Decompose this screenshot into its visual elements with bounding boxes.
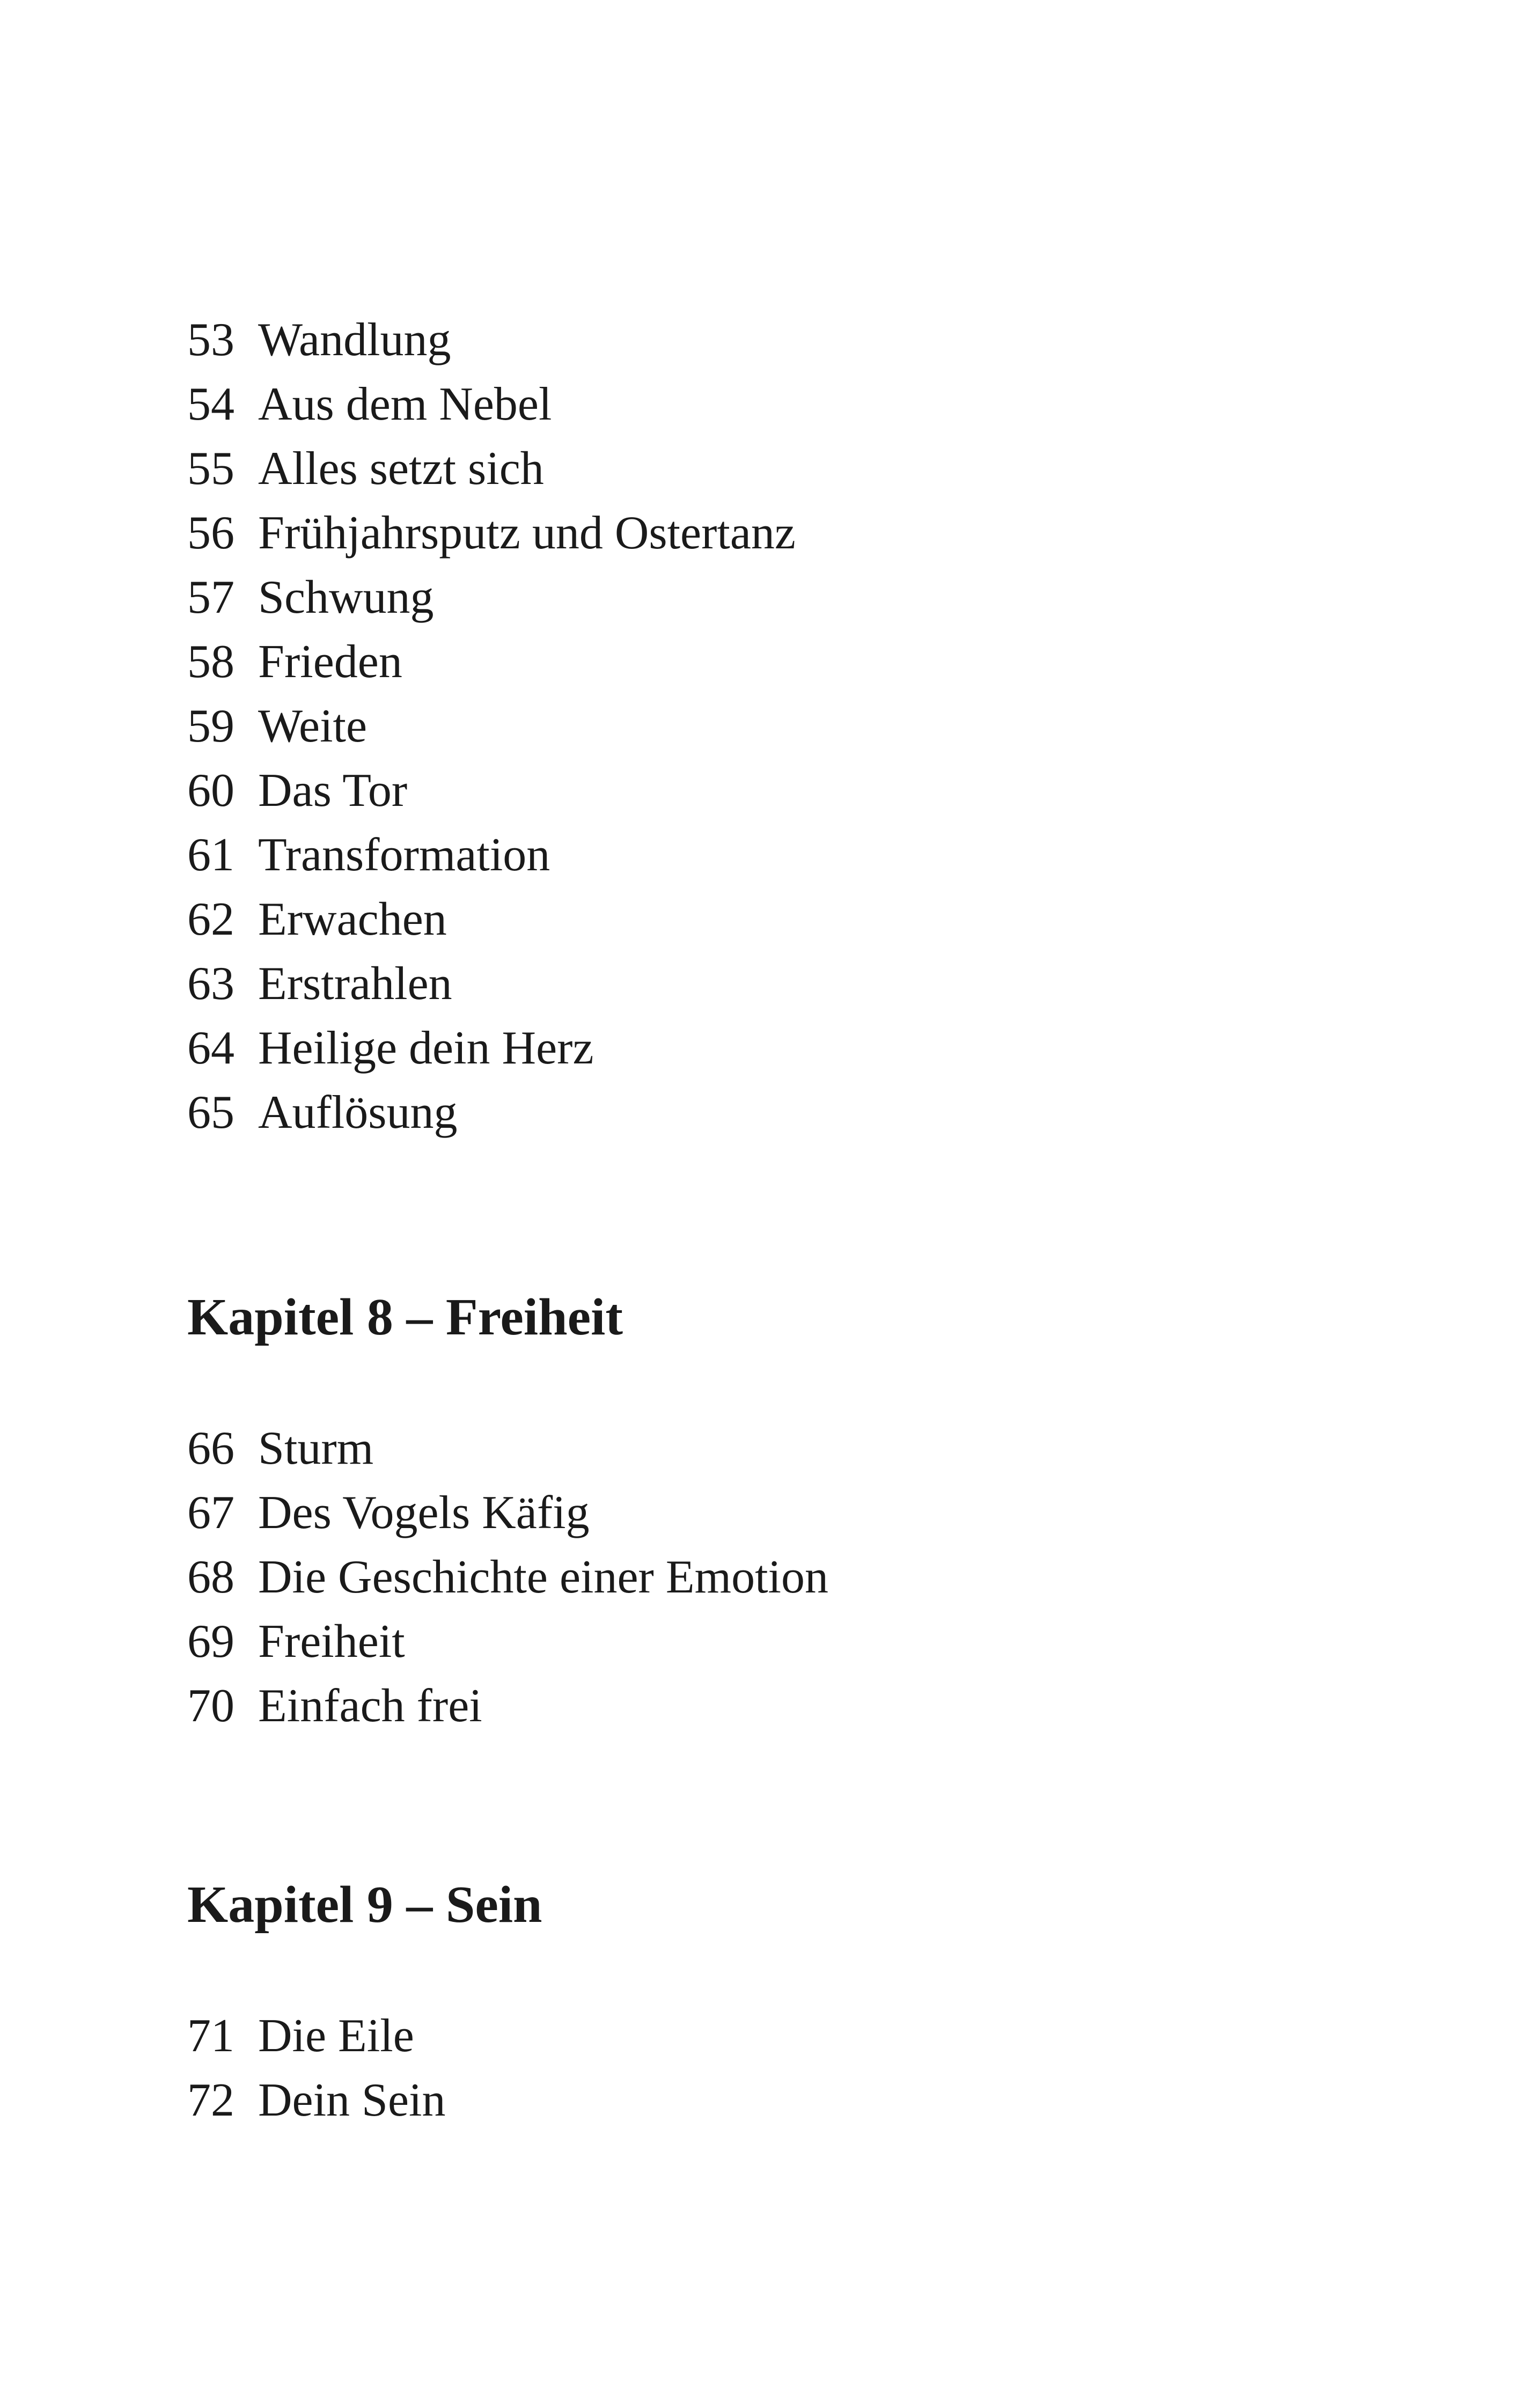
- toc-entry: [187, 1416, 373, 1481]
- entry-title: Die Eile: [258, 2010, 414, 2062]
- entry-title: Einfach frei: [258, 1680, 482, 1732]
- toc-entry: [187, 2004, 414, 2068]
- entry-number: 56: [187, 507, 234, 559]
- toc-entry: [187, 1081, 458, 1145]
- toc-entry: [187, 759, 407, 823]
- toc-entry: [187, 1481, 590, 1545]
- entry-title: Wandlung: [258, 314, 451, 366]
- entry-number: 63: [187, 958, 234, 1010]
- toc-entry: [187, 630, 402, 694]
- toc-entry: [187, 887, 447, 952]
- entry-number: 66: [187, 1422, 234, 1474]
- chapter-heading: Kapitel 9 – Sein: [187, 1876, 542, 1934]
- entry-number: 72: [187, 2074, 234, 2126]
- entry-number: 61: [187, 829, 234, 881]
- entry-title: Heilige dein Herz: [258, 1022, 594, 1074]
- toc-entry: [187, 694, 367, 759]
- toc-entry: [187, 566, 434, 630]
- entry-number: 70: [187, 1680, 234, 1732]
- chapter-heading: Kapitel 8 – Freiheit: [187, 1288, 623, 1346]
- entry-title: Frieden: [258, 636, 402, 688]
- entry-number: 53: [187, 314, 234, 366]
- entry-number: 68: [187, 1551, 234, 1603]
- toc-entry: [187, 501, 796, 566]
- toc-entry: [187, 1610, 405, 1674]
- toc-entry: [187, 437, 544, 501]
- toc-entry: [187, 372, 552, 437]
- entry-number: 62: [187, 893, 234, 945]
- entry-number: 57: [187, 571, 234, 623]
- entry-title: Erwachen: [258, 893, 447, 945]
- entry-number: 55: [187, 443, 234, 495]
- entry-title: Weite: [258, 700, 368, 752]
- entry-number: 69: [187, 1616, 234, 1668]
- toc-entry: [187, 1674, 482, 1738]
- entry-number: 54: [187, 378, 234, 430]
- entry-title: Erstrahlen: [258, 958, 452, 1010]
- toc-entry: [187, 823, 550, 887]
- entry-number: 58: [187, 636, 234, 688]
- entry-number: 64: [187, 1022, 234, 1074]
- toc-entry: [187, 1545, 828, 1610]
- entry-number: 59: [187, 700, 234, 752]
- entry-number: 71: [187, 2010, 234, 2062]
- toc-entry: [187, 2068, 446, 2133]
- entry-title: Transformation: [258, 829, 550, 881]
- entry-title: Schwung: [258, 571, 434, 623]
- entry-title: Dein Sein: [258, 2074, 446, 2126]
- entry-number: 67: [187, 1487, 234, 1539]
- entry-title: Auflösung: [258, 1086, 458, 1139]
- entry-title: Aus dem Nebel: [258, 378, 552, 430]
- entry-title: Frühjahrsputz und Ostertanz: [258, 507, 796, 559]
- entry-title: Des Vogels Käfig: [258, 1487, 590, 1539]
- toc-entry: [187, 308, 451, 372]
- entry-number: 60: [187, 765, 234, 817]
- entry-number: 65: [187, 1086, 234, 1139]
- toc-entry: [187, 952, 452, 1016]
- entry-title: Alles setzt sich: [258, 443, 544, 495]
- entry-title: Sturm: [258, 1422, 374, 1474]
- entry-title: Die Geschichte einer Emotion: [258, 1551, 828, 1603]
- toc-entry: [187, 1016, 594, 1081]
- entry-title: Freiheit: [258, 1616, 405, 1668]
- entry-title: Das Tor: [258, 765, 408, 817]
